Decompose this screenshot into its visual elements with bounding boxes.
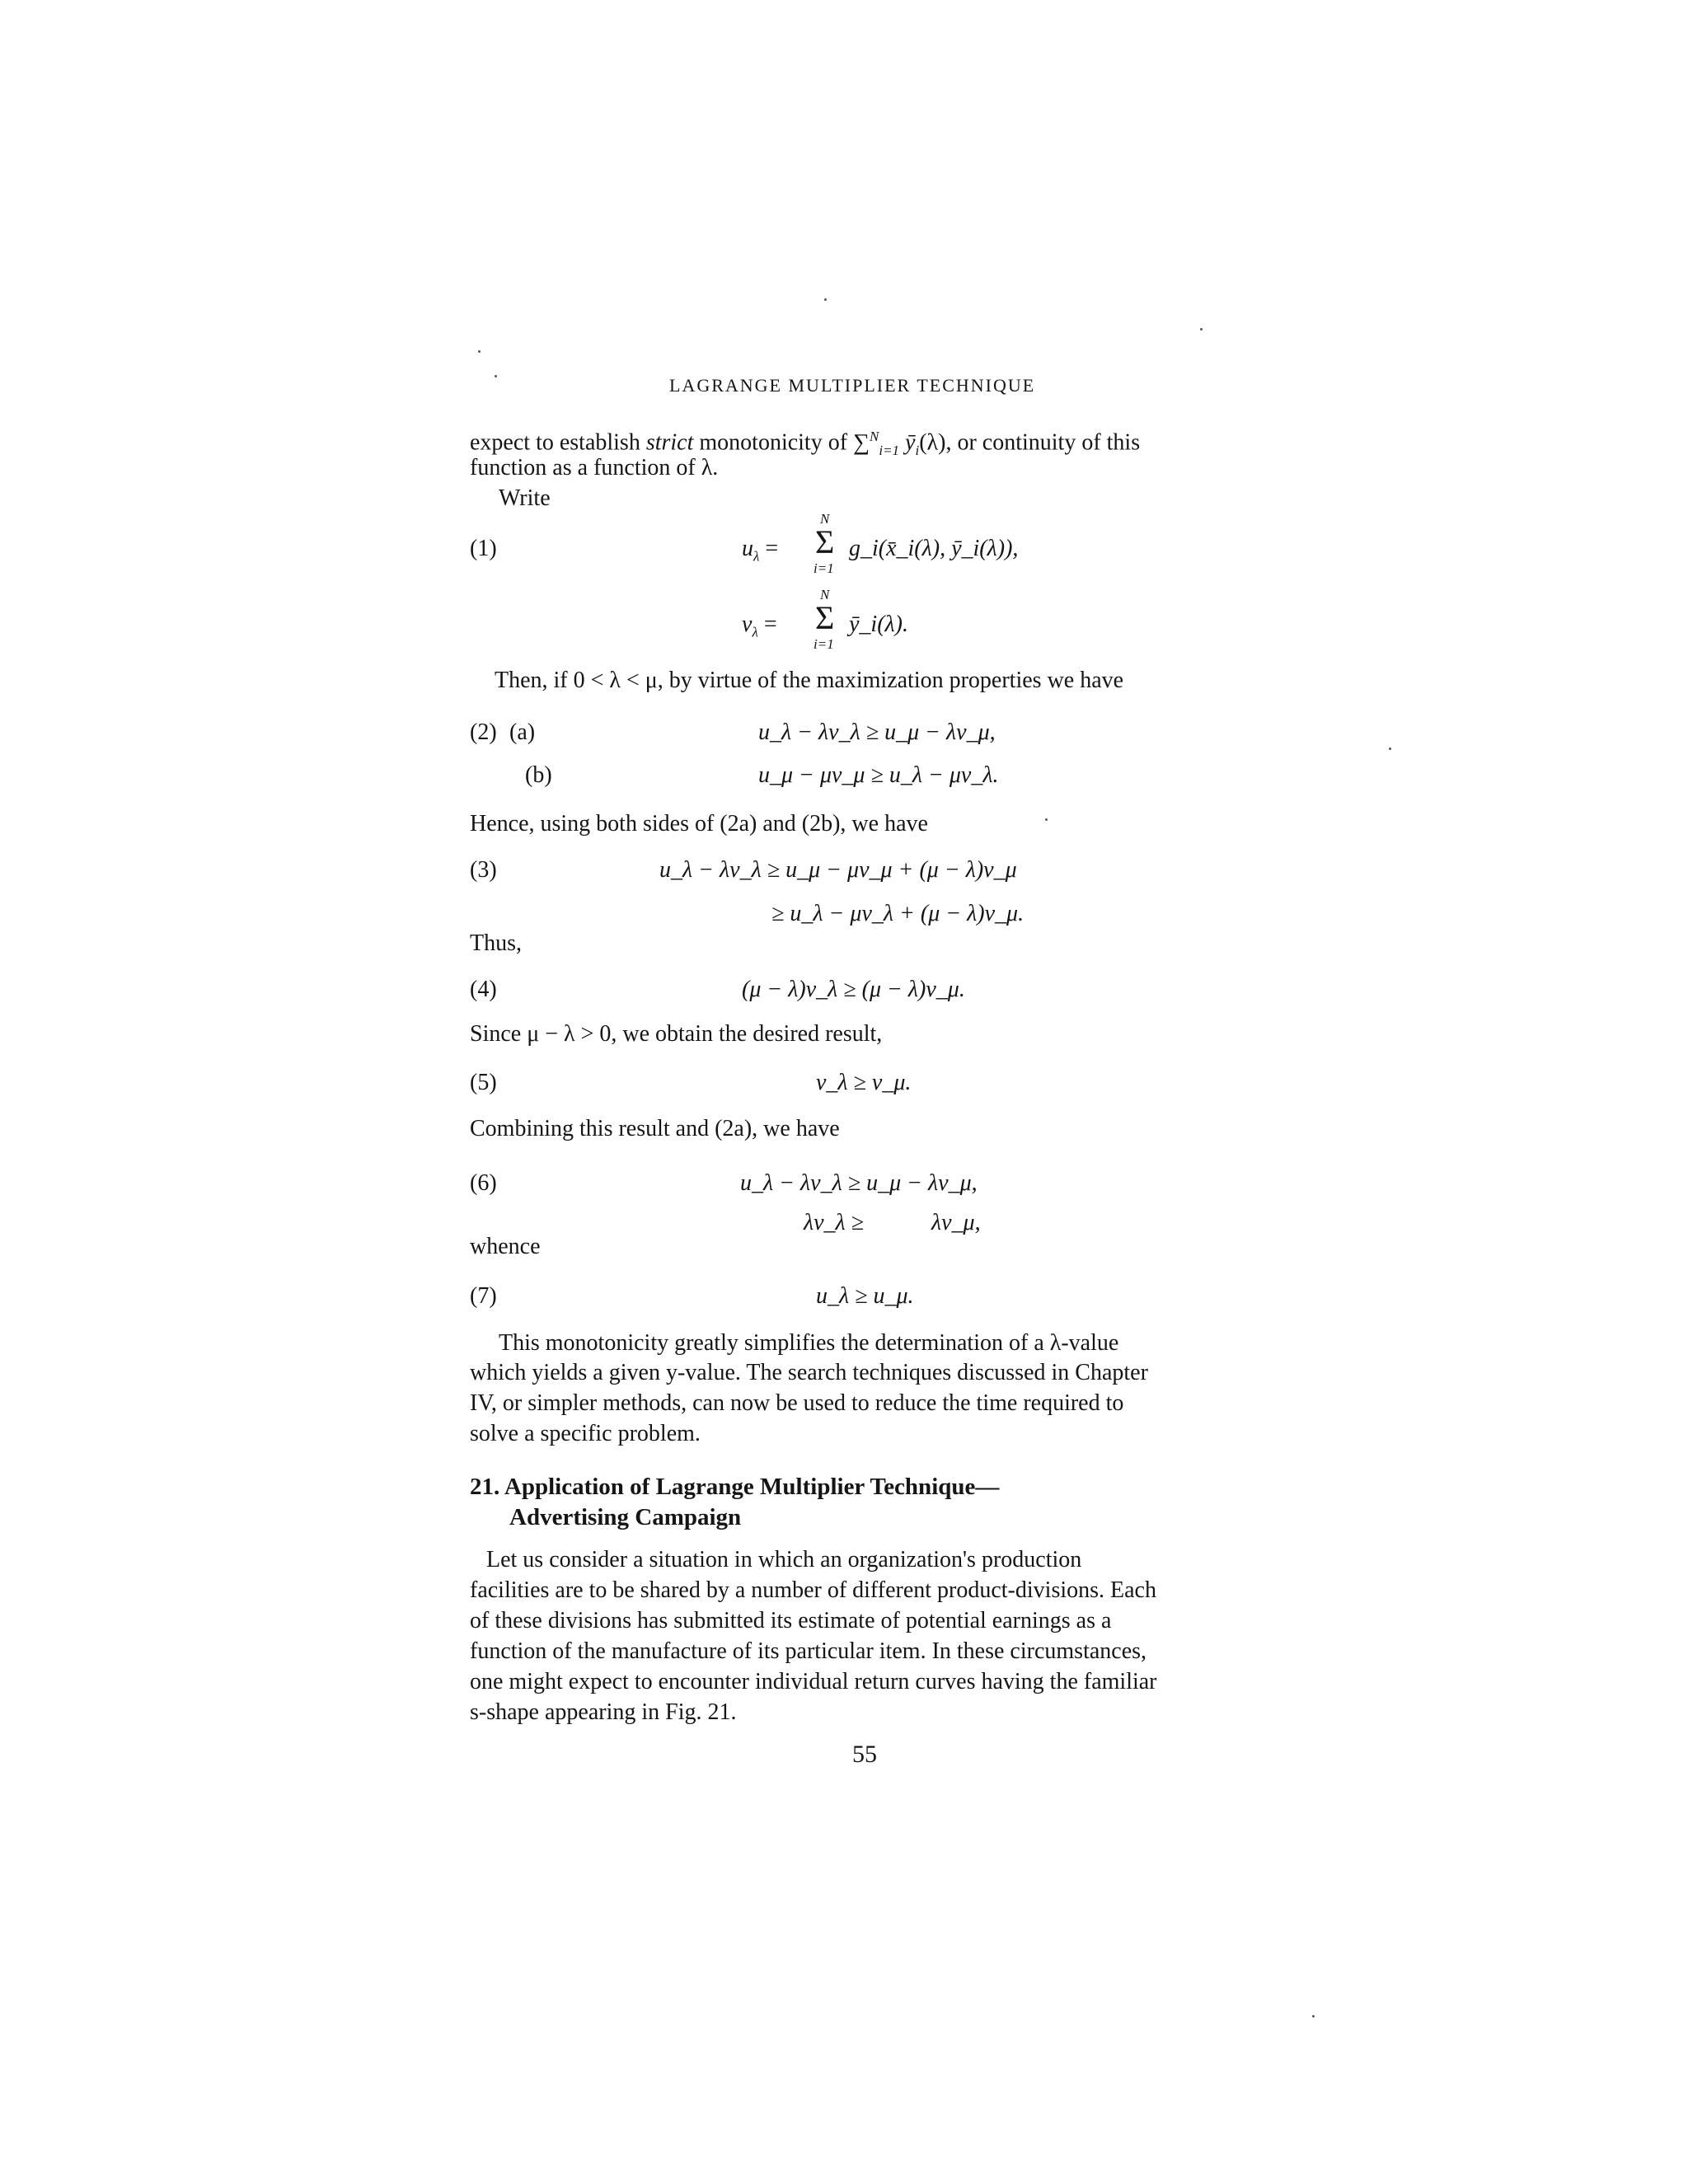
intro-strict: strict: [645, 429, 694, 456]
para2-line-4: function of the manufacture of its particular item. In these circumstances,: [470, 1638, 1147, 1664]
eq1-v-summation: [812, 587, 845, 653]
eq1-v-sub: λ: [752, 624, 758, 640]
eq4-label: (4): [470, 977, 497, 1002]
eq1-v-equals: =: [763, 612, 777, 637]
eq6-line2-right: λv_μ,: [931, 1210, 981, 1235]
eq1-v-rhs: ȳ_i(λ).: [849, 612, 908, 637]
scan-speck: [824, 298, 827, 301]
scan-speck: [1045, 818, 1048, 821]
eq3-line1: u_λ − λv_λ ≥ u_μ − μv_μ + (μ − λ)v_μ: [659, 857, 1017, 883]
intro-text-b: monotonicity of ∑: [693, 429, 870, 456]
scan-speck: [495, 375, 497, 377]
eq5-label: (5): [470, 1070, 497, 1095]
eq6-line2-left: λv_λ ≥: [804, 1210, 865, 1235]
section-heading-line-1: 21. Application of Lagrange Multiplier Technique—: [470, 1474, 1000, 1500]
eq1-u-sum-top: N: [820, 511, 830, 527]
running-header: LAGRANGE MULTIPLIER TECHNIQUE: [669, 375, 1036, 396]
eq3-line2: ≥ u_λ − μv_λ + (μ − λ)v_μ.: [771, 901, 1025, 926]
combining-line: Combining this result and (2a), we have: [470, 1116, 840, 1141]
eq1-u-sum-bottom: i=1: [814, 560, 834, 576]
para2-line-5: one might expect to encounter individual return curves having the familiar: [470, 1669, 1157, 1694]
para1-line-1: This monotonicity greatly simplifies the determination of a λ-value: [499, 1330, 1119, 1356]
whence-line: whence: [470, 1234, 541, 1259]
para1-line-4: solve a specific problem.: [470, 1421, 701, 1446]
para2-line-3: of these divisions has submitted its estimate of potential earnings as a: [470, 1608, 1112, 1633]
para2-line-6: s-shape appearing in Fig. 21.: [470, 1699, 737, 1725]
intro-line-2: function as a function of λ.: [470, 455, 719, 480]
since-line: Since μ − λ > 0, we obtain the desired result,: [470, 1021, 883, 1047]
eq6-label: (6): [470, 1170, 497, 1196]
thus-line: Thus,: [470, 930, 522, 956]
eq7: u_λ ≥ u_μ.: [816, 1283, 914, 1309]
intro-sum-sup: N: [870, 429, 879, 444]
eq1-u-rhs: g_i(x̄_i(λ), ȳ_i(λ)),: [849, 536, 1019, 561]
intro-ybar: ȳ: [899, 429, 916, 456]
para1-line-3: IV, or simpler methods, can now be used to reduce the time required to: [470, 1390, 1124, 1416]
intro-ybar-sub: i: [915, 442, 920, 458]
para2-line-2: facilities are to be shared by a number of different product-divisions. Each: [470, 1577, 1156, 1603]
eq1-v-sum-top: N: [820, 587, 830, 602]
eq2a-label: (a): [509, 719, 536, 745]
eq2a: u_λ − λv_λ ≥ u_μ − λv_μ,: [758, 719, 996, 745]
eq1-u-sigma: Σ: [815, 523, 835, 560]
section-heading-line-2: Advertising Campaign: [509, 1504, 742, 1530]
scan-speck: [478, 350, 481, 353]
eq1-v-lhs: [742, 612, 777, 641]
eq1-u-lhs: [742, 536, 778, 565]
eq2b-label: (b): [525, 762, 552, 788]
eq1-u: u: [742, 536, 753, 561]
intro-text-a: expect to establish: [470, 429, 646, 456]
eq6-line1: u_λ − λv_λ ≥ u_μ − λv_μ,: [740, 1170, 978, 1196]
eq1-v-sigma: Σ: [815, 599, 835, 636]
write-word: Write: [499, 485, 551, 511]
eq2-label: (2): [470, 719, 497, 745]
eq1-v: v: [742, 612, 753, 637]
para2-line-1: Let us consider a situation in which an organization's production: [486, 1547, 1082, 1572]
eq1-u-equals: =: [765, 536, 779, 561]
scan-speck: [1312, 2015, 1315, 2018]
scan-speck: [1200, 328, 1203, 330]
eq1-v-sum-bottom: i=1: [814, 636, 834, 652]
eq4: (μ − λ)v_λ ≥ (μ − λ)v_μ.: [742, 977, 965, 1002]
then-line: Then, if 0 < λ < μ, by virtue of the maximization properties we have: [495, 668, 1124, 693]
eq1-label: (1): [470, 536, 497, 561]
scan-speck: [1389, 748, 1391, 750]
hence-line: Hence, using both sides of (2a) and (2b), we have: [470, 811, 928, 837]
intro-sum-sub: i=1: [879, 442, 900, 458]
eq3-label: (3): [470, 857, 497, 883]
eq7-label: (7): [470, 1283, 497, 1309]
para1-line-2: which yields a given y-value. The search techniques discussed in Chapter: [470, 1360, 1148, 1385]
page-number: 55: [852, 1741, 877, 1768]
eq2b: u_μ − μv_μ ≥ u_λ − μv_λ.: [758, 762, 999, 788]
intro-text-d: (λ), or continuity of this: [919, 429, 1141, 456]
eq1-u-summation: [812, 511, 845, 577]
eq1-u-sub: λ: [753, 548, 760, 565]
eq5: v_λ ≥ v_μ.: [816, 1070, 912, 1095]
